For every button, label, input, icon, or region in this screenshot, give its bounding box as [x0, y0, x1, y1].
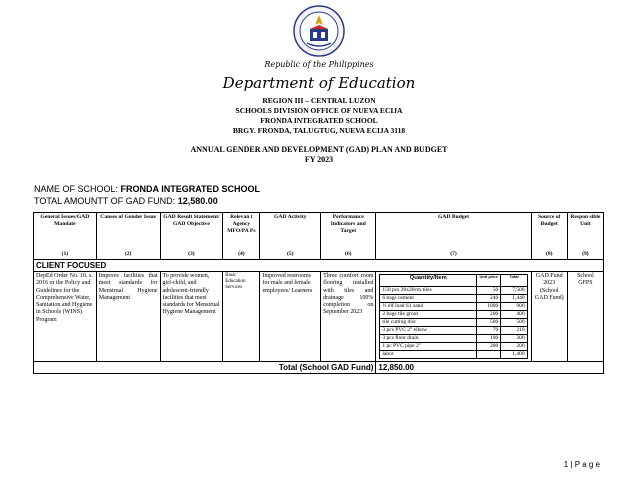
source-cell: GAD Fund 2023 (School GAD Fund) — [531, 272, 567, 362]
department-name: Department of Education — [222, 74, 416, 92]
page-footer: 1 | P a g e — [563, 460, 600, 469]
gad-fund-value: 12,580.00 — [177, 196, 218, 206]
activity-cell: Improved restrooms for male and female employees/ Learners — [260, 272, 321, 362]
gad-plan-table — [33, 212, 604, 374]
budget-cell — [376, 272, 531, 362]
budget-row: tile cutting disc 500 500 — [380, 319, 527, 327]
gad-fund-line — [34, 196, 218, 206]
causes-cell: Improve facilities that meet standards for Menstrual Hygiene Management — [96, 272, 160, 362]
budget-header-unit-price: Unit price — [477, 275, 501, 287]
budget-row: 150 pcs 20x20cm tiles 50 7,500 — [380, 287, 527, 295]
school-name-value: FRONDA INTEGRATED SCHOOL — [120, 184, 261, 194]
col-header: Source of Budget (8) — [531, 213, 567, 260]
address-line: BRGY. FRONDA, TALUGTUG, NUEVA ECIJA 3118 — [232, 126, 406, 135]
gad-fund-label: TOTAL AMOUNTT OF GAD FUND: — [34, 196, 176, 206]
budget-row: 1 pc PVC pipe 2" 200 200 — [380, 343, 527, 351]
total-row — [34, 362, 604, 374]
budget-row: 6 bags cement 240 1,440 — [380, 295, 527, 303]
col-header: GAD Budget (7) — [376, 213, 531, 260]
mfo-cell: Basic Education Services — [223, 272, 260, 362]
section-row — [34, 260, 604, 272]
budget-header-item: Quantity/Item — [380, 275, 477, 287]
column-header-row — [34, 213, 604, 260]
budget-row: labor 1,400 — [380, 351, 527, 359]
budget-row: 2 bags tile grout 200 400 — [380, 311, 527, 319]
school-name-label: NAME OF SCHOOL: — [34, 184, 119, 194]
budget-row: 3 pcs floor drain 100 300 — [380, 335, 527, 343]
school-name-line — [34, 184, 260, 194]
budget-header-row — [380, 275, 527, 287]
indicators-cell: Three comfort room flooring installed with tiles and drainage 100% completion on September 2023 — [321, 272, 376, 362]
fiscal-year: FY 2023 — [304, 155, 334, 164]
col-header: Relevan t Agency MFO/PA Ps (4) — [223, 213, 260, 260]
col-header: GAD Result Statement/ GAD Objective (3) — [160, 213, 223, 260]
col-header: Respon sible Unit (9) — [567, 213, 603, 260]
mandate-cell: DepEd Order No. 10. s. 2016 or the Policy and Guidelines for the Comprehensive Water, Sanitation and Hygiene in Schools (WINS) Program — [34, 272, 97, 362]
page-label: P a g e — [574, 460, 600, 469]
budget-row: 3 pcs PVC 2" elbow 70 210 — [380, 327, 527, 335]
page-number: 1 — [563, 460, 569, 469]
plan-title: ANNUAL GENDER AND DEVELOPMENT (GAD) PLAN AND BUDGET — [190, 145, 448, 154]
republic-line: Republic of the Philippines — [264, 60, 374, 69]
total-value: 12,850.00 — [376, 362, 604, 374]
col-header: Causes of Gender Issue (2) — [96, 213, 160, 260]
col-header: General Issues/GAD Mandate (1) — [34, 213, 97, 260]
deped-seal — [293, 5, 345, 57]
table-row — [34, 272, 604, 362]
col-header: GAD Activity (5) — [260, 213, 321, 260]
unit-cell: School GFPS — [567, 272, 603, 362]
school-line: FRONDA INTEGRATED SCHOOL — [260, 116, 378, 125]
region-line: REGION III – CENTRAL LUZON — [262, 96, 376, 105]
division-line: SCHOOLS DIVISION OFFICE OF NUEVA ECIJA — [235, 106, 403, 115]
objective-cell: To provide women, girl-child, and adolescent-friendly facilities that meet standards for Menstrual Hygiene Management — [160, 272, 223, 362]
budget-header-total: Total — [501, 275, 527, 287]
budget-table — [379, 274, 527, 359]
col-header: Performance Indicators and Target (6) — [321, 213, 376, 260]
budget-row: ½ elf load S1 sand 1800 900 — [380, 303, 527, 311]
total-label: Total (School GAD Fund) — [34, 362, 376, 374]
section-label: CLIENT FOCUSED — [34, 260, 604, 272]
